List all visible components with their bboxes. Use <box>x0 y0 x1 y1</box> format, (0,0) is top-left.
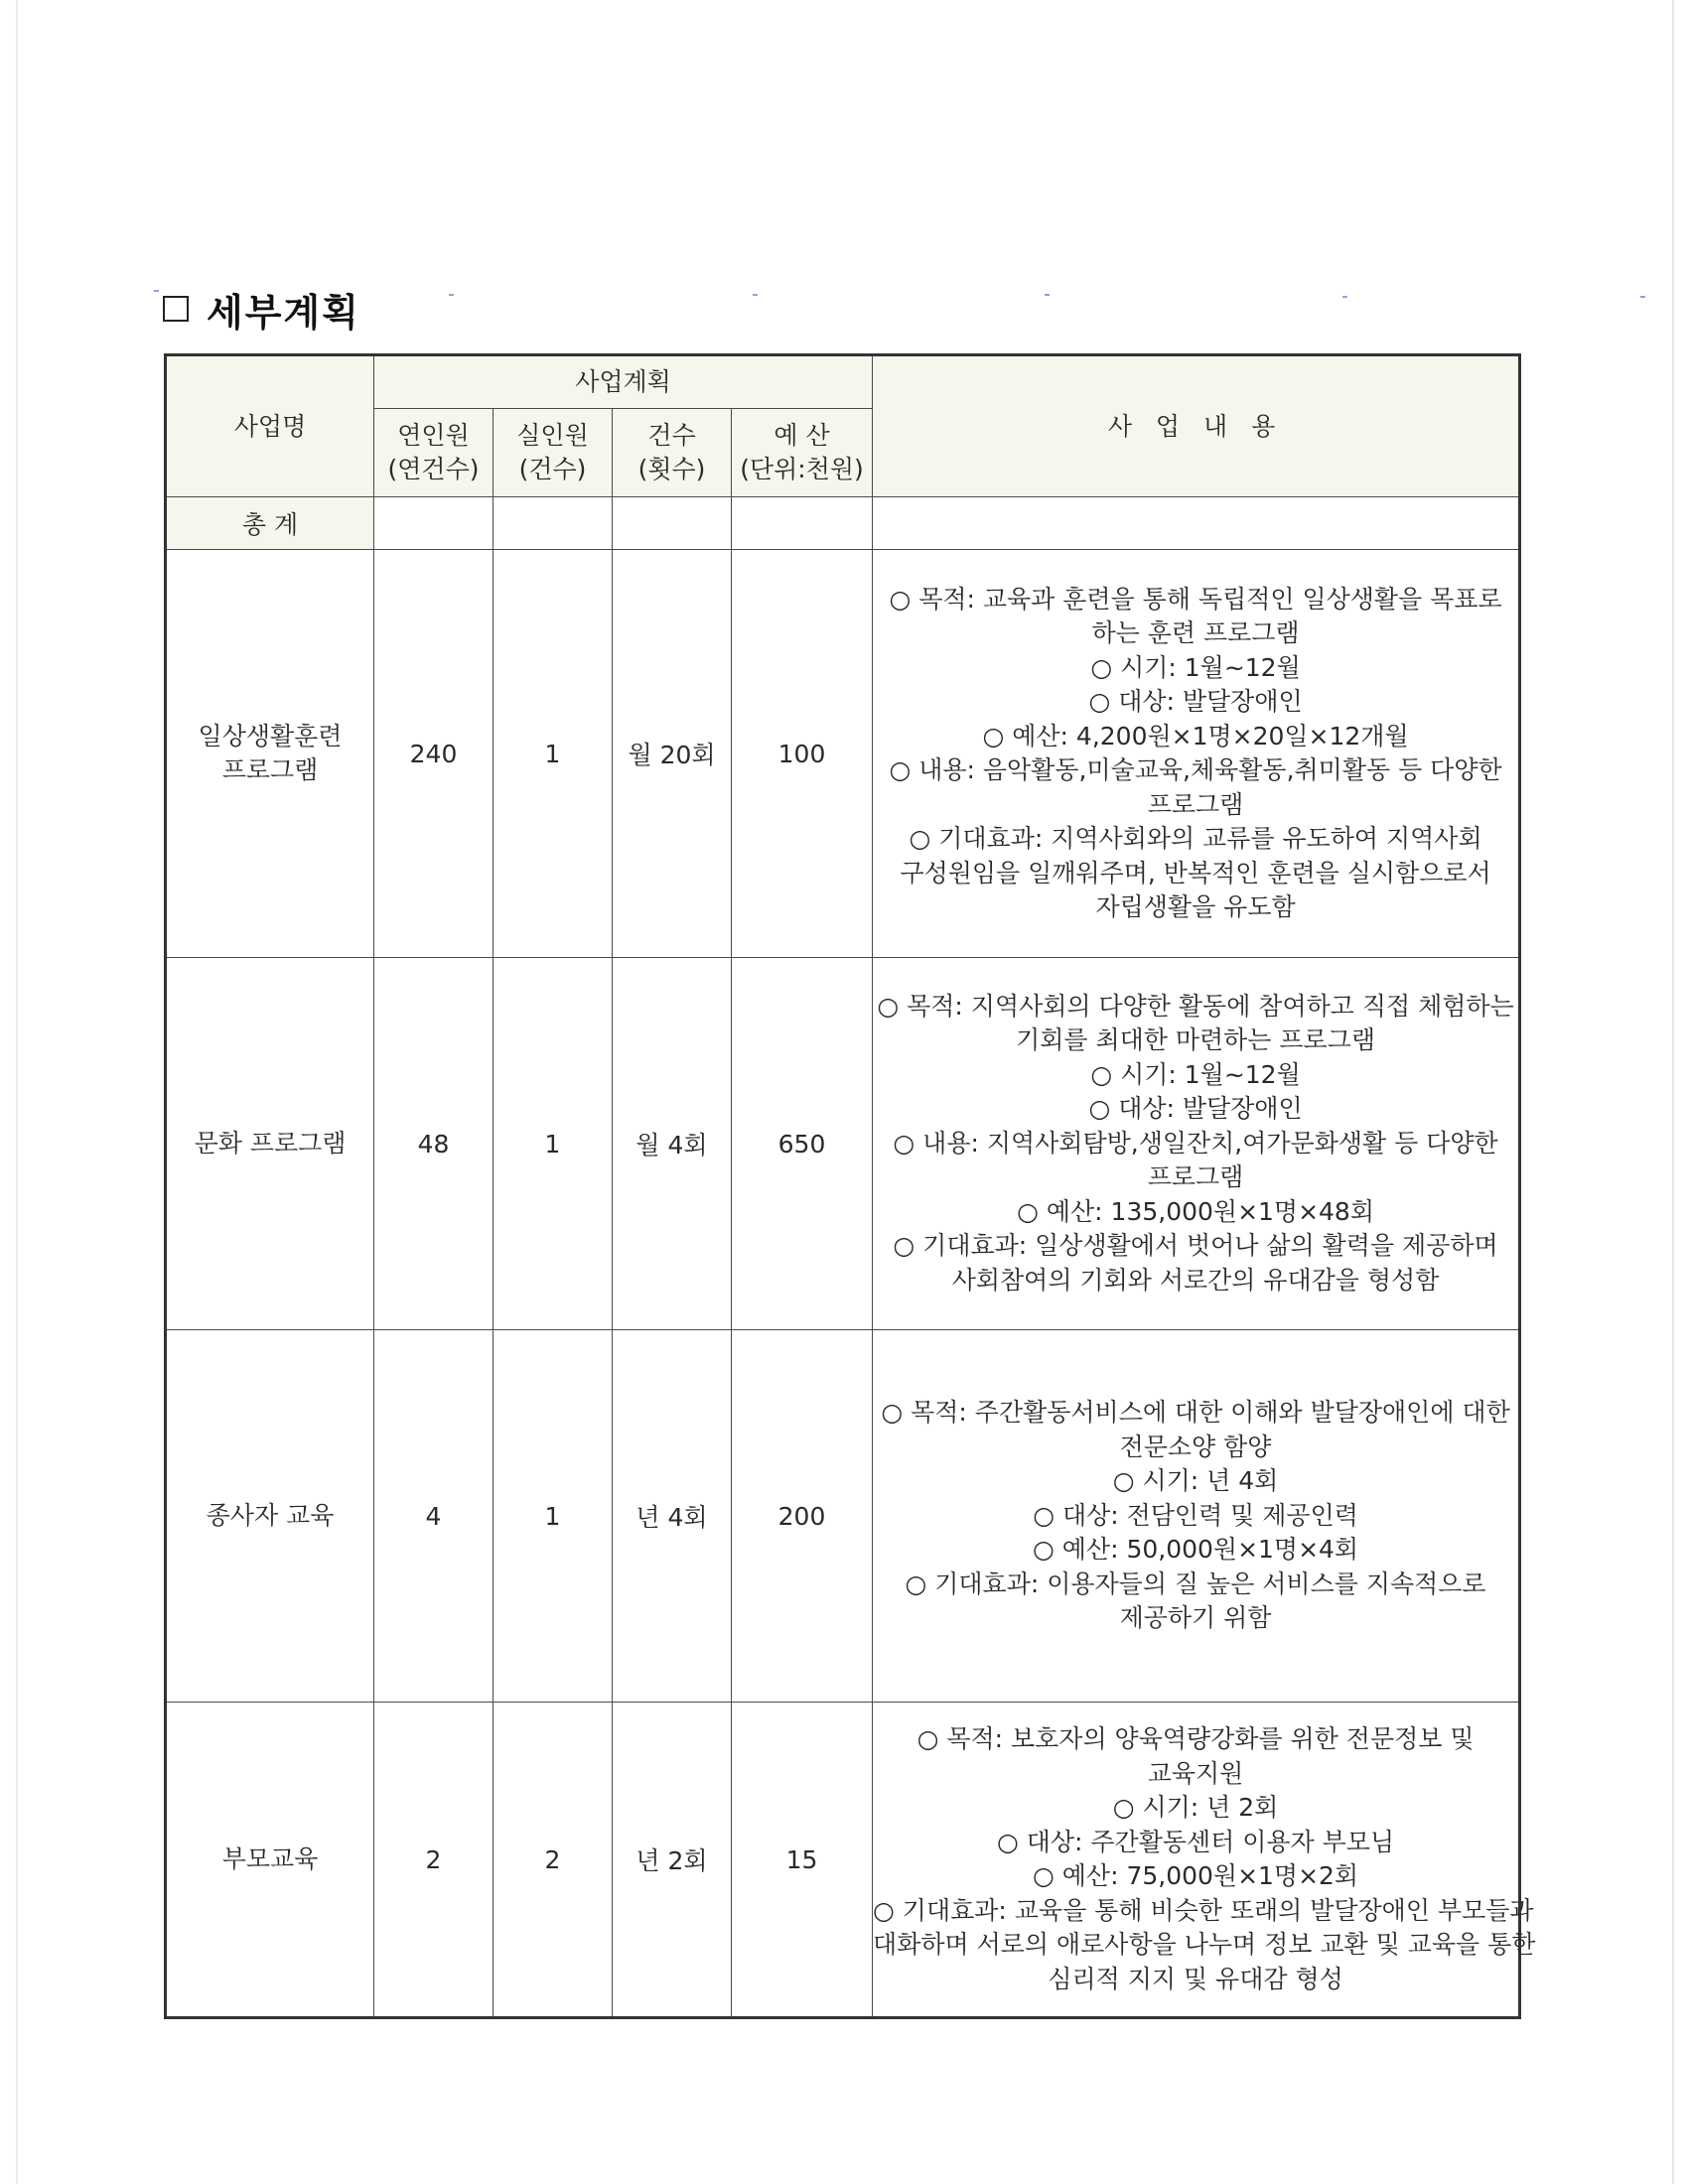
budget: 650 <box>732 958 873 1330</box>
budget: 100 <box>732 550 873 958</box>
project-content <box>873 1330 1520 1703</box>
content-line: ○ 목적: 보호자의 양육역량강화를 위한 전문정보 및 <box>916 1724 1475 1753</box>
header-line: (건수) <box>518 455 587 483</box>
scan-speck <box>1342 296 1347 298</box>
content-line: ○ 대상: 발달장애인 <box>1088 687 1303 716</box>
content-line: ○ 내용: 음악활동,미술교육,체육활동,취미활동 등 다양한 <box>889 755 1502 784</box>
header-line: 예 산 <box>774 421 830 450</box>
total-label: 총 계 <box>166 497 374 550</box>
project-name <box>166 958 374 1330</box>
project-name <box>166 550 374 958</box>
project-content <box>873 1703 1536 2018</box>
content-line: ○ 시기: 년 2회 <box>1112 1793 1279 1822</box>
total-content <box>873 497 1520 550</box>
content-line: 프로그램 <box>1147 789 1244 819</box>
content-line: 대화하며 서로의 애로사항을 나누며 정보 교환 및 교육을 통한 <box>873 1930 1536 1959</box>
content-line: ○ 목적: 교육과 훈련을 통해 독립적인 일상생활을 목표로 <box>889 584 1502 614</box>
content-line: 하는 훈련 프로그램 <box>1091 618 1300 647</box>
total-annual-people <box>374 497 493 550</box>
content-line: ○ 대상: 전담인력 및 제공인력 <box>1033 1500 1358 1530</box>
header-actual-people <box>493 409 613 497</box>
total-count <box>613 497 732 550</box>
total-actual-people <box>493 497 613 550</box>
project-name <box>166 1703 374 2018</box>
header-content-label: 사 업 내 용 <box>1107 411 1284 441</box>
project-name <box>166 1330 374 1703</box>
total-row <box>166 497 1520 550</box>
content-line: ○ 기대효과: 교육을 통해 비슷한 또래의 발달장애인 부모들과 <box>873 1895 1534 1925</box>
section-heading <box>163 284 360 334</box>
detailed-plan-table <box>164 353 1536 2019</box>
table-row <box>166 550 1520 958</box>
scan-speck <box>449 294 454 296</box>
content-line: ○ 대상: 주간활동센터 이용자 부모님 <box>996 1827 1395 1856</box>
annual-people: 2 <box>374 1703 493 2018</box>
actual-people: 1 <box>493 550 613 958</box>
content-line: ○ 목적: 주간활동서비스에 대한 이해와 발달장애인에 대한 <box>881 1398 1510 1428</box>
table-row <box>166 1703 1520 2018</box>
header-plan-group: 사업계획 <box>374 355 873 409</box>
header-line: 실인원 <box>516 421 589 450</box>
actual-people: 1 <box>493 958 613 1330</box>
project-name-line: 부모교육 <box>221 1844 319 1873</box>
content-line: ○ 내용: 지역사회탐방,생일잔치,여가문화생활 등 다양한 <box>893 1128 1498 1158</box>
count: 년 4회 <box>613 1330 732 1703</box>
annual-people: 4 <box>374 1330 493 1703</box>
total-budget <box>732 497 873 550</box>
scan-speck <box>154 290 159 292</box>
content-line: 구성원임을 일깨워주며, 반복적인 훈련을 실시함으로서 <box>900 858 1491 887</box>
scan-speck <box>1640 296 1645 298</box>
content-line: ○ 시기: 년 4회 <box>1112 1466 1279 1496</box>
header-line: 건수 <box>647 421 696 450</box>
content-line: 교육지원 <box>1147 1758 1244 1788</box>
content-line: 프로그램 <box>1147 1162 1244 1192</box>
table-row <box>166 958 1520 1330</box>
actual-people: 2 <box>493 1703 613 2018</box>
content-line: ○ 목적: 지역사회의 다양한 활동에 참여하고 직접 체험하는 <box>877 991 1514 1021</box>
section-title: 세부계획 <box>207 290 360 335</box>
header-line: (횟수) <box>637 455 706 483</box>
annual-people: 48 <box>374 958 493 1330</box>
header-project-name: 사업명 <box>166 355 374 497</box>
scan-speck <box>1045 294 1050 296</box>
project-content <box>873 958 1520 1330</box>
header-count <box>613 409 732 497</box>
content-line: 사회참여의 기회와 서로간의 유대감을 형성함 <box>951 1265 1440 1295</box>
header-annual-people <box>374 409 493 497</box>
annual-people: 240 <box>374 550 493 958</box>
content-line: ○ 예산: 135,000원×1명×48회 <box>1017 1196 1374 1226</box>
content-line: ○ 기대효과: 일상생활에서 벗어나 삶의 활력을 제공하며 <box>893 1231 1498 1261</box>
header-line: 연인원 <box>397 421 470 450</box>
content-line: ○ 기대효과: 이용자들의 질 높은 서비스를 지속적으로 <box>905 1569 1486 1598</box>
count: 월 4회 <box>613 958 732 1330</box>
header-budget <box>732 409 873 497</box>
content-line: ○ 예산: 4,200원×1명×20일×12개월 <box>982 721 1409 751</box>
page-edge-left <box>16 0 18 2184</box>
content-line: 심리적 지지 및 유대감 형성 <box>1048 1964 1343 1993</box>
project-name-line: 종사자 교육 <box>206 1501 335 1530</box>
header-line: (단위:천원) <box>740 455 864 483</box>
content-line: 기회를 최대한 마련하는 프로그램 <box>1016 1025 1376 1055</box>
content-line: 자립생활을 유도함 <box>1095 892 1296 921</box>
project-name-line: 문화 프로그램 <box>194 1129 347 1158</box>
scan-speck <box>753 294 758 296</box>
content-line: ○ 시기: 1월~12월 <box>1090 1059 1301 1089</box>
content-line: ○ 예산: 50,000원×1명×4회 <box>1033 1535 1359 1565</box>
count: 월 20회 <box>613 550 732 958</box>
table-row <box>166 1330 1520 1703</box>
content-line: 전문소양 함양 <box>1119 1432 1272 1461</box>
content-line: ○ 기대효과: 지역사회와의 교류를 유도하여 지역사회 <box>909 824 1482 853</box>
actual-people: 1 <box>493 1330 613 1703</box>
project-name-line: 일상생활훈련 <box>198 722 343 751</box>
project-name-line: 프로그램 <box>221 755 319 784</box>
header-line: (연건수) <box>387 455 480 483</box>
content-line: 제공하기 위함 <box>1119 1603 1272 1633</box>
project-content <box>873 550 1520 958</box>
content-line: ○ 대상: 발달장애인 <box>1088 1094 1303 1124</box>
count: 년 2회 <box>613 1703 732 2018</box>
header-content <box>873 355 1520 497</box>
budget: 200 <box>732 1330 873 1703</box>
checkbox-square-icon <box>163 296 189 322</box>
page-edge-right <box>1672 0 1674 2184</box>
content-line: ○ 예산: 75,000원×1명×2회 <box>1033 1861 1359 1890</box>
content-line: ○ 시기: 1월~12월 <box>1090 652 1301 682</box>
budget: 15 <box>732 1703 873 2018</box>
